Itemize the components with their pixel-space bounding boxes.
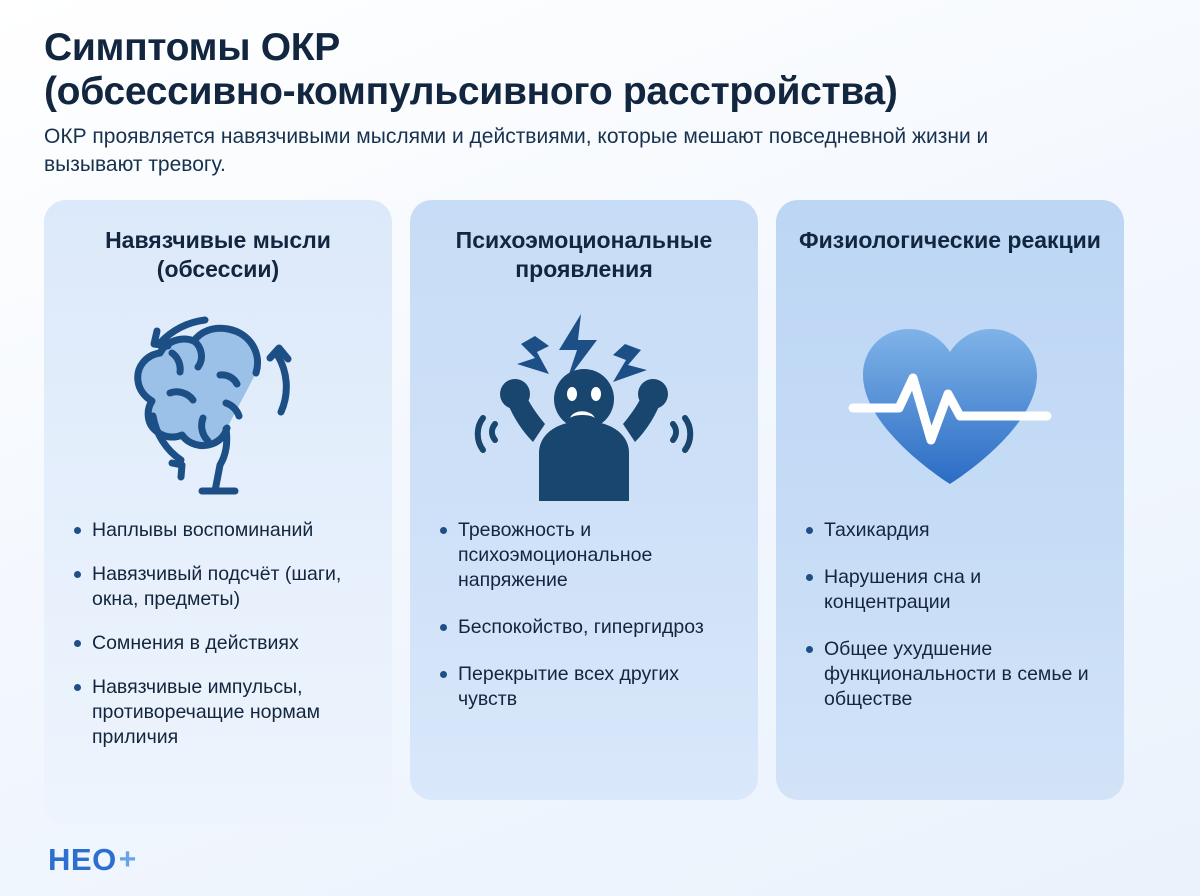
card-obsessive-thoughts: [44, 200, 392, 825]
points-list: [430, 518, 738, 734]
cards-container: [44, 200, 1156, 825]
list-item: Тревожность и психоэмоциональное напряжение: [438, 518, 736, 593]
list-item: Перекрытие всех других чувств: [438, 662, 736, 712]
list-item: Навязчивые импульсы, противоречащие нормам приличия: [72, 675, 370, 750]
page-subtitle: ОКР проявляется навязчивыми мыслями и действиями, которые мешают повседневной жизни и вызывают тревогу.: [44, 124, 989, 176]
card-title: Психоэмоциональные проявления: [455, 227, 713, 283]
list-item: Сомнения в действиях: [72, 631, 370, 656]
list-item: Тахикардия: [804, 518, 1102, 543]
brain-icon: [64, 288, 372, 518]
card-physiological: [776, 200, 1124, 800]
points-list: [64, 518, 372, 769]
points-list: [796, 518, 1104, 734]
logo-text: НЕО: [48, 842, 117, 877]
list-item: Нарушения сна и концентрации: [804, 565, 1102, 615]
list-item: Навязчивый подсчёт (шаги, окна, предметы): [72, 562, 370, 612]
list-item: Беспокойство, гипергидроз: [438, 615, 736, 640]
card-psychoemotional: [410, 200, 758, 800]
list-item: Наплывы воспоминаний: [72, 518, 370, 543]
title-line-1: Симптомы ОКР: [44, 26, 340, 69]
card-title: Навязчивые мысли (обсессии): [105, 227, 331, 283]
page-title: [44, 26, 1156, 115]
brand-logo: [48, 842, 137, 878]
card-title: Физиологические реакции: [799, 227, 1101, 254]
logo-plus-icon: +: [118, 843, 137, 876]
title-line-2: (обсессивно-компульсивного расстройства): [44, 70, 898, 114]
list-item: Общее ухудшение функциональности в семье и обществе: [804, 637, 1102, 712]
heart-pulse-icon: [796, 288, 1104, 518]
stressed-person-icon: [430, 288, 738, 518]
